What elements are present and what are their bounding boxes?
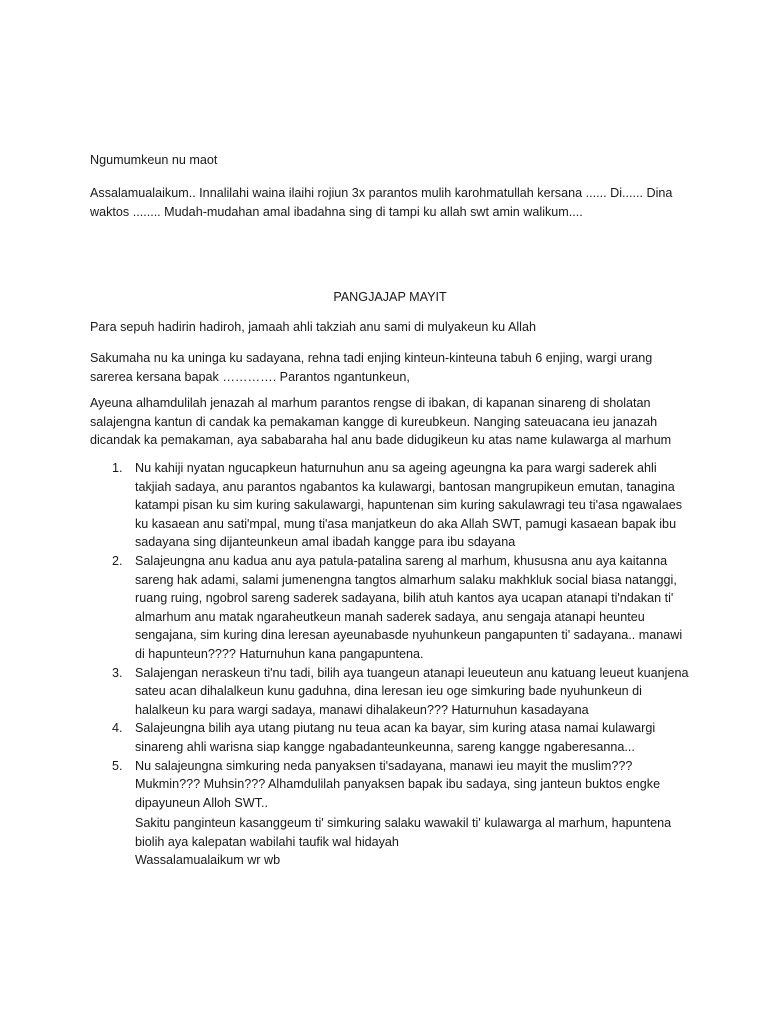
list-item [90,664,690,720]
list-number: 3. [112,665,123,680]
list-number: 4. [112,721,123,736]
list-number: 1. [112,461,123,475]
list-item [90,719,690,756]
notice-title: Ngumumkeun nu maot [90,153,218,167]
list-item [90,459,690,552]
list-number: 2. [112,553,123,568]
closing-greeting: Wassalamualaikum wr wb [135,853,281,868]
list-item-text: Nu kahiji nyatan ngucapkeun haturnuhun anu sa ageing ageungna ka para wargi saderek ahli takjiah sadaya, anu parantos ngabantos ka kulawargi, bantosan mangrupikeun emutan, tanagina katampi pisan ku sim kuring sakulawargi, hapuntenan sim kuring sakulawragi teu ti'asa ngawalaes ku kasaean anu sati'mpal, mung ti'asa manjatkeun do aka Allah SWT, pamugi kasaean bapak ibu sadayana sing dijanteunkeun amal ibadah kangge para ibu sdayana [135,461,683,550]
list-item [90,757,690,813]
speech-closing [135,814,690,870]
speech-title: PANGJAJAP MAYIT [333,290,447,304]
list-number: 5. [112,758,123,773]
list-item [90,552,690,664]
speech-intro: Ayeuna alhamdulilah jenazah al marhum parantos rengse di ibakan, di kapanan sinareng di sholatan salajengna kantun di candak ka pemakaman kangge di kureubkeun. Nanging sateuacana ieu janazah dicandak ka pemakaman, aya sababaraha hal anu bade didugikeun ku atas name kulawarga al marhum [90,396,672,448]
speech-opening: Para sepuh hadirin hadiroh, jamaah ahli takziah anu sami di mulyakeun ku Allah [90,320,536,334]
notice-body: Assalamualaikum.. Innalilahi waina ilaihi rojiun 3x parantos mulih karohmatullah kersana ...... Di...... Dina waktos ........ Mudah-mudahan amal ibadahna sing di tampi ku allah swt amin walikum.... [90,186,673,219]
list-item-text: Nu salajeungna simkuring neda panyaksen ti'sadayana, manawi ieu mayit the muslim??? Mukmin??? Muhsin??? Alhamdulilah panyaksen bapak ibu sadaya, sing janteun buktos engke dipayuneun Alloh SWT.. [135,758,661,810]
list-item-text: Salajengan neraskeun ti'nu tadi, bilih aya tuangeun atanapi leueuteun anu katuang leueut kuanjena sateu acan dihalalkeun kunu gaduhna, dina leresan ieu oge simkuring bade nyuhunkeun di halalkeun ku para wargi sadaya, manawi dihalakeun??? Haturnuhun kasadayana [135,665,689,717]
speech-announcement: Sakumaha nu ka uninga ku sadayana, rehna tadi enjing kinteun-kinteuna tabuh 6 enjing, wargi urang sarerea kersana bapak …………. Parantos ngantunkeun, [90,351,653,384]
speech-numbered-list [90,459,690,812]
document-page [90,0,690,1024]
list-item-text: Salajeungna anu kadua anu aya patula-patalina sareng al marhum, khususna anu aya kaitanna sareng hak adami, salami jumenengna tangtos almarhum salaku makhkluk social biasa natanggi, ruang ruing, ngobrol sareng saderek sadayana, bilih atuh kantos aya ucapan atanapi ti'ndakan ti' almarhum anu matak ngaraheutkeun manah saderek sadaya, anu sengaja atanapi heunteu sengajana, sim kuring dina leresan ayeunabasde nyuhunkeun pangapunten ti' sadayana.. manawi di hapunteun???? Haturnuhun kana pangapuntena. [135,553,683,661]
list-item-text: Salajeungna bilih aya utang piutang nu teua acan ka bayar, sim kuring atasa namai kulawargi sinareng ahli warisna siap kangge ngabadanteunkeunna, sareng kangge ngaberesanna... [135,721,656,754]
closing-text: Sakitu panginteun kasanggeum ti' simkuring salaku wawakil ti' kulawarga al marhum, hapuntena biolih aya kalepatan wabilahi taufik wal hidayah [135,816,672,849]
